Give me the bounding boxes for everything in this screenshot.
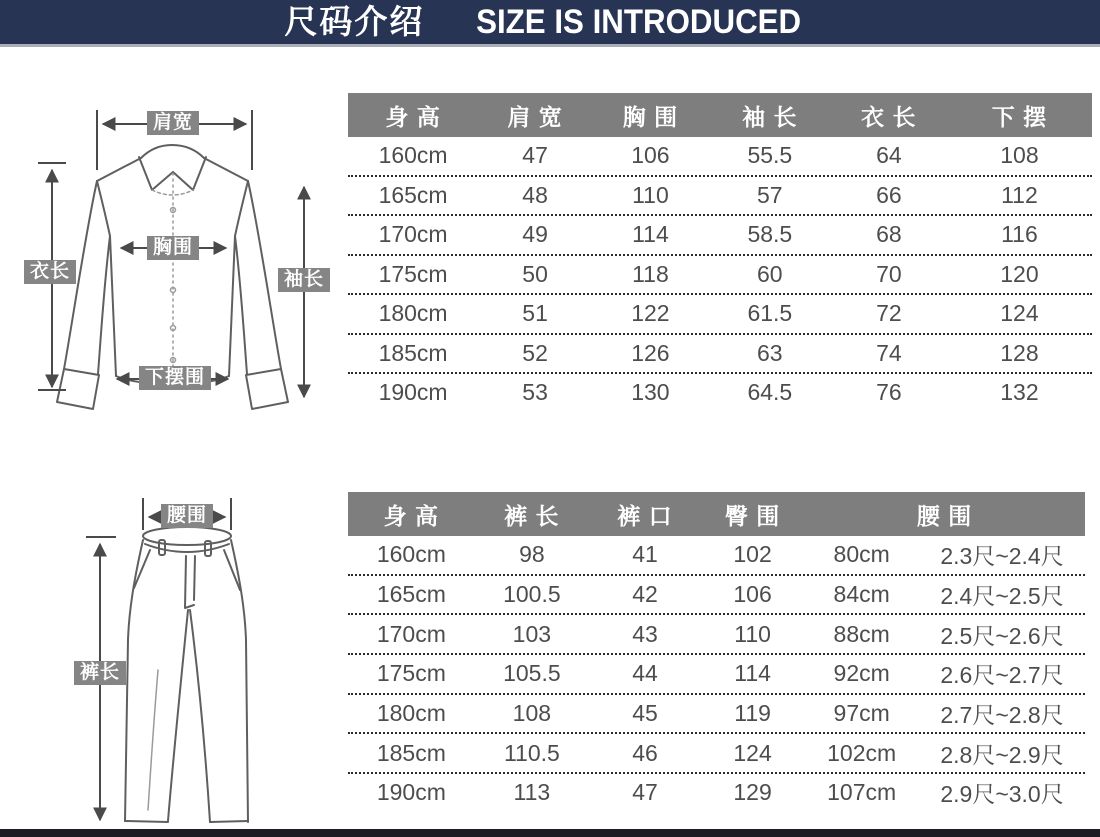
table-cell: 66	[876, 181, 902, 208]
table-cell: 185cm	[378, 339, 448, 366]
table-cell: 103	[512, 620, 552, 647]
table-cell: 113	[513, 779, 551, 806]
table-cell: 76	[876, 379, 902, 406]
table-cell: 114	[632, 221, 669, 248]
table-cell: 118	[632, 260, 669, 287]
table-cell: 46	[632, 739, 658, 766]
pants-size-table	[348, 492, 1085, 812]
pants-length-label: 裤长	[74, 661, 126, 685]
table-cell: 107cm	[827, 779, 897, 806]
table-cell: 108	[512, 700, 552, 727]
table-cell: 84cm	[833, 581, 890, 608]
table-cell: 53	[522, 379, 548, 406]
table-cell: 106	[733, 581, 772, 608]
table-cell: 45	[632, 700, 658, 727]
col-header-pants-length: 裤 长	[504, 502, 560, 529]
body-length-label: 衣长	[24, 260, 76, 284]
table-cell: 2.9尺~3.0尺	[940, 781, 1064, 808]
table-cell: 129	[733, 779, 772, 806]
pants-diagram	[0, 460, 340, 837]
table-row	[348, 216, 1092, 256]
table-cell: 57	[757, 181, 783, 208]
col-header-hip: 臀 围	[724, 502, 781, 529]
table-cell: 70	[876, 260, 902, 287]
table-cell: 52	[522, 339, 548, 366]
banner-title-chinese: 尺码介绍	[284, 3, 425, 40]
table-cell: 170cm	[378, 221, 448, 248]
table-cell: 106	[631, 142, 670, 169]
table-cell: 44	[632, 660, 658, 687]
table-cell: 68	[876, 221, 902, 248]
table-cell: 2.8尺~2.9尺	[940, 741, 1064, 768]
pants-table-body	[348, 536, 1085, 812]
col-header-height: 身 高	[383, 502, 440, 529]
table-cell: 165cm	[376, 581, 446, 608]
table-row	[348, 137, 1092, 177]
table-cell: 80cm	[833, 541, 890, 568]
table-cell: 160cm	[378, 142, 448, 169]
col-header-height: 身 高	[385, 103, 441, 130]
table-cell: 2.3尺~2.4尺	[940, 543, 1064, 570]
table-cell: 72	[876, 300, 902, 327]
table-cell: 170cm	[376, 620, 446, 647]
col-header-waist: 腰 围	[916, 502, 973, 529]
table-cell: 112	[1001, 181, 1038, 208]
table-row	[348, 335, 1092, 375]
table-row	[348, 256, 1092, 296]
table-cell: 110	[632, 181, 669, 208]
table-cell: 114	[734, 660, 771, 687]
table-cell: 102	[733, 541, 772, 568]
table-row	[348, 774, 1085, 812]
table-cell: 108	[1000, 142, 1039, 169]
table-cell: 2.5尺~2.6尺	[940, 622, 1064, 649]
bottom-divider-bar	[0, 829, 1100, 837]
table-cell: 41	[632, 541, 658, 568]
table-cell: 120	[1000, 260, 1039, 287]
shirt-diagram	[0, 60, 340, 420]
table-cell: 92cm	[833, 660, 890, 687]
col-header-leg-opening: 裤 口	[617, 502, 673, 529]
col-header-length: 衣 长	[861, 103, 917, 130]
table-cell: 124	[733, 739, 772, 766]
table-cell: 132	[1000, 379, 1039, 406]
table-cell: 49	[522, 221, 548, 248]
shirt-size-table	[348, 93, 1092, 412]
table-cell: 102cm	[827, 739, 897, 766]
table-cell: 97cm	[833, 700, 890, 727]
col-header-shoulder: 肩 宽	[507, 103, 563, 130]
table-row	[348, 374, 1092, 412]
table-cell: 116	[1001, 221, 1038, 248]
table-cell: 122	[631, 300, 670, 327]
table-cell: 128	[1000, 339, 1039, 366]
table-cell: 130	[631, 379, 670, 406]
table-row	[348, 615, 1085, 655]
table-cell: 110	[734, 620, 771, 647]
table-row	[348, 734, 1085, 774]
table-cell: 58.5	[747, 221, 793, 248]
waist-label: 腰围	[161, 504, 213, 528]
table-cell: 55.5	[747, 142, 793, 169]
table-cell: 126	[631, 339, 670, 366]
table-cell: 110.5	[503, 739, 560, 766]
table-row	[348, 576, 1085, 616]
table-cell: 64	[876, 142, 902, 169]
table-cell: 2.7尺~2.8尺	[940, 702, 1064, 729]
table-cell: 61.5	[747, 300, 793, 327]
table-cell: 42	[632, 581, 658, 608]
shirt-table-body	[348, 137, 1092, 412]
table-cell: 180cm	[376, 700, 446, 727]
table-cell: 190cm	[378, 379, 448, 406]
table-cell: 124	[1000, 300, 1039, 327]
table-cell: 2.4尺~2.5尺	[940, 583, 1064, 610]
chest-label: 胸围	[147, 236, 199, 260]
table-cell: 50	[522, 260, 548, 287]
table-row	[348, 295, 1092, 335]
col-header-chest: 胸 围	[622, 103, 679, 130]
section-banner	[0, 0, 1100, 47]
table-cell: 43	[632, 620, 658, 647]
table-cell: 185cm	[376, 739, 446, 766]
table-cell: 64.5	[747, 379, 793, 406]
table-row	[348, 536, 1085, 576]
banner-title-english: SIZE IS INTRODUCED	[476, 3, 802, 41]
table-cell: 165cm	[378, 181, 448, 208]
shoulder-width-label: 肩宽	[147, 111, 199, 135]
shirt-table-header	[348, 93, 1092, 137]
pants-table-header	[348, 492, 1085, 536]
table-cell: 98	[519, 541, 545, 568]
table-cell: 74	[876, 339, 902, 366]
table-cell: 51	[522, 300, 548, 327]
hem-label: 下摆围	[139, 366, 211, 390]
table-cell: 2.6尺~2.7尺	[940, 662, 1064, 689]
table-cell: 88cm	[833, 620, 890, 647]
table-cell: 47	[632, 779, 658, 806]
table-cell: 190cm	[376, 779, 446, 806]
table-cell: 175cm	[376, 660, 446, 687]
table-cell: 63	[757, 339, 783, 366]
table-cell: 105.5	[503, 660, 561, 687]
table-row	[348, 695, 1085, 735]
col-header-hem: 下 摆	[991, 103, 1048, 130]
table-cell: 180cm	[378, 300, 448, 327]
table-cell: 175cm	[378, 260, 448, 287]
table-cell: 100.5	[503, 581, 561, 608]
table-cell: 119	[734, 700, 771, 727]
table-row	[348, 177, 1092, 217]
sleeve-length-label: 袖长	[278, 268, 330, 292]
table-cell: 160cm	[376, 541, 446, 568]
table-cell: 48	[522, 181, 548, 208]
table-row	[348, 655, 1085, 695]
table-cell: 60	[757, 260, 783, 287]
table-cell: 47	[522, 142, 548, 169]
col-header-sleeve: 袖 长	[742, 103, 798, 130]
